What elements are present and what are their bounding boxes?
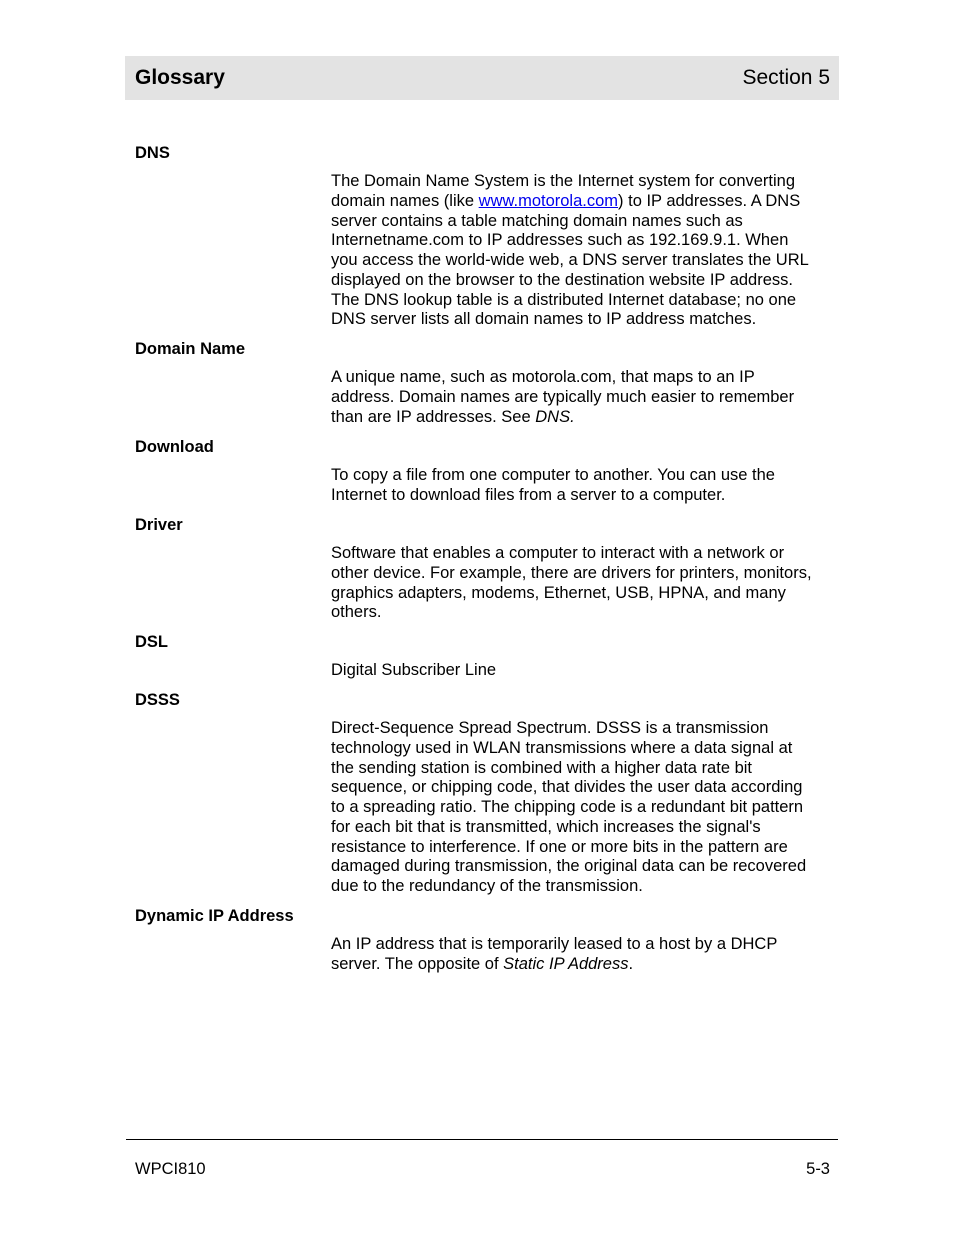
term-dns: DNS [135,144,170,162]
definition-line: A unique name, such as motorola.com, that maps to an IP [331,368,755,386]
definition-download [331,466,836,506]
definition-dynamic-ip-address [331,935,836,975]
footer-divider [126,1139,838,1140]
definition-line [331,192,836,212]
definition-line: To copy a file from one computer to another. You can use the [331,466,775,484]
text-span: . [628,954,634,973]
definition-line: resistance to interference. If one or more bits in the pattern are [331,837,788,856]
definition-line: Digital Subscriber Line [331,661,497,679]
definition-line: you access the world-wide web, a DNS server translates the URL [331,251,809,269]
definition-dns [331,172,836,330]
definition-line: address. Domain names are typically much easier to remember [331,387,795,406]
definition-domain-name [331,368,836,427]
cross-reference-static-ip: Static IP Address [503,954,629,973]
definition-line: Internetname.com to IP addresses such as 192.169.9.1. When [331,231,789,250]
definition-line: Internet to download files from a server to a computer. [331,485,726,504]
definition-line: Direct-Sequence Spread Spectrum. DSSS is a transmission [331,719,769,737]
definition-line [331,408,836,428]
term-driver: Driver [135,516,183,534]
definition-line: to a spreading ratio. The chipping code is a redundant bit pattern [331,798,804,816]
cross-reference-dns: DNS. [535,407,575,426]
term-download: Download [135,438,214,456]
definition-line: technology used in WLAN transmissions where a data signal at [331,738,793,757]
definition-line: graphics adapters, modems, Ethernet, USB, HPNA, and many [331,583,786,602]
definition-line: An IP address that is temporarily leased to a host by a DHCP [331,935,778,953]
definition-line: displayed on the browser to the destination website IP address. [331,270,793,289]
footer-page-number: 5-3 [806,1160,830,1178]
definition-line [331,955,836,975]
definition-line: The DNS lookup table is a distributed Internet database; no one [331,290,797,309]
definition-line: the sending station is combined with a higher data rate bit [331,758,753,777]
definition-line: DNS server lists all domain names to IP address matches. [331,310,757,329]
definition-line: sequence, or chipping code, that divides the user data according [331,778,803,797]
term-dsl: DSL [135,633,168,651]
term-dsss: DSSS [135,691,180,709]
term-dynamic-ip-address: Dynamic IP Address [135,907,294,925]
definition-line: others. [331,603,382,622]
text-span: ) to IP addresses. A DNS [618,191,801,210]
section-label: Section 5 [742,66,830,89]
motorola-link[interactable]: www.motorola.com [478,191,619,210]
text-span: domain names (like [331,191,479,210]
term-domain-name: Domain Name [135,340,246,358]
definition-dsl [331,661,836,681]
definition-line: server contains a table matching domain names such as [331,211,743,230]
definition-dsss [331,719,836,897]
definition-line: other device. For example, there are drivers for printers, monitors, [331,563,812,582]
footer-product-name: WPCI810 [135,1160,206,1178]
definition-line: for each bit that is transmitted, which increases the signal's [331,817,761,836]
text-span: than are IP addresses. See [331,407,536,426]
page-header [125,56,839,100]
definition-line: damaged during transmission, the original data can be recovered [331,857,807,876]
definition-line: due to the redundancy of the transmission. [331,877,643,895]
definition-driver [331,544,836,623]
definition-line: The Domain Name System is the Internet system for converting [331,172,796,190]
chapter-title: Glossary [135,66,225,89]
definition-line: Software that enables a computer to interact with a network or [331,544,785,562]
text-span: server. The opposite of [331,954,504,973]
